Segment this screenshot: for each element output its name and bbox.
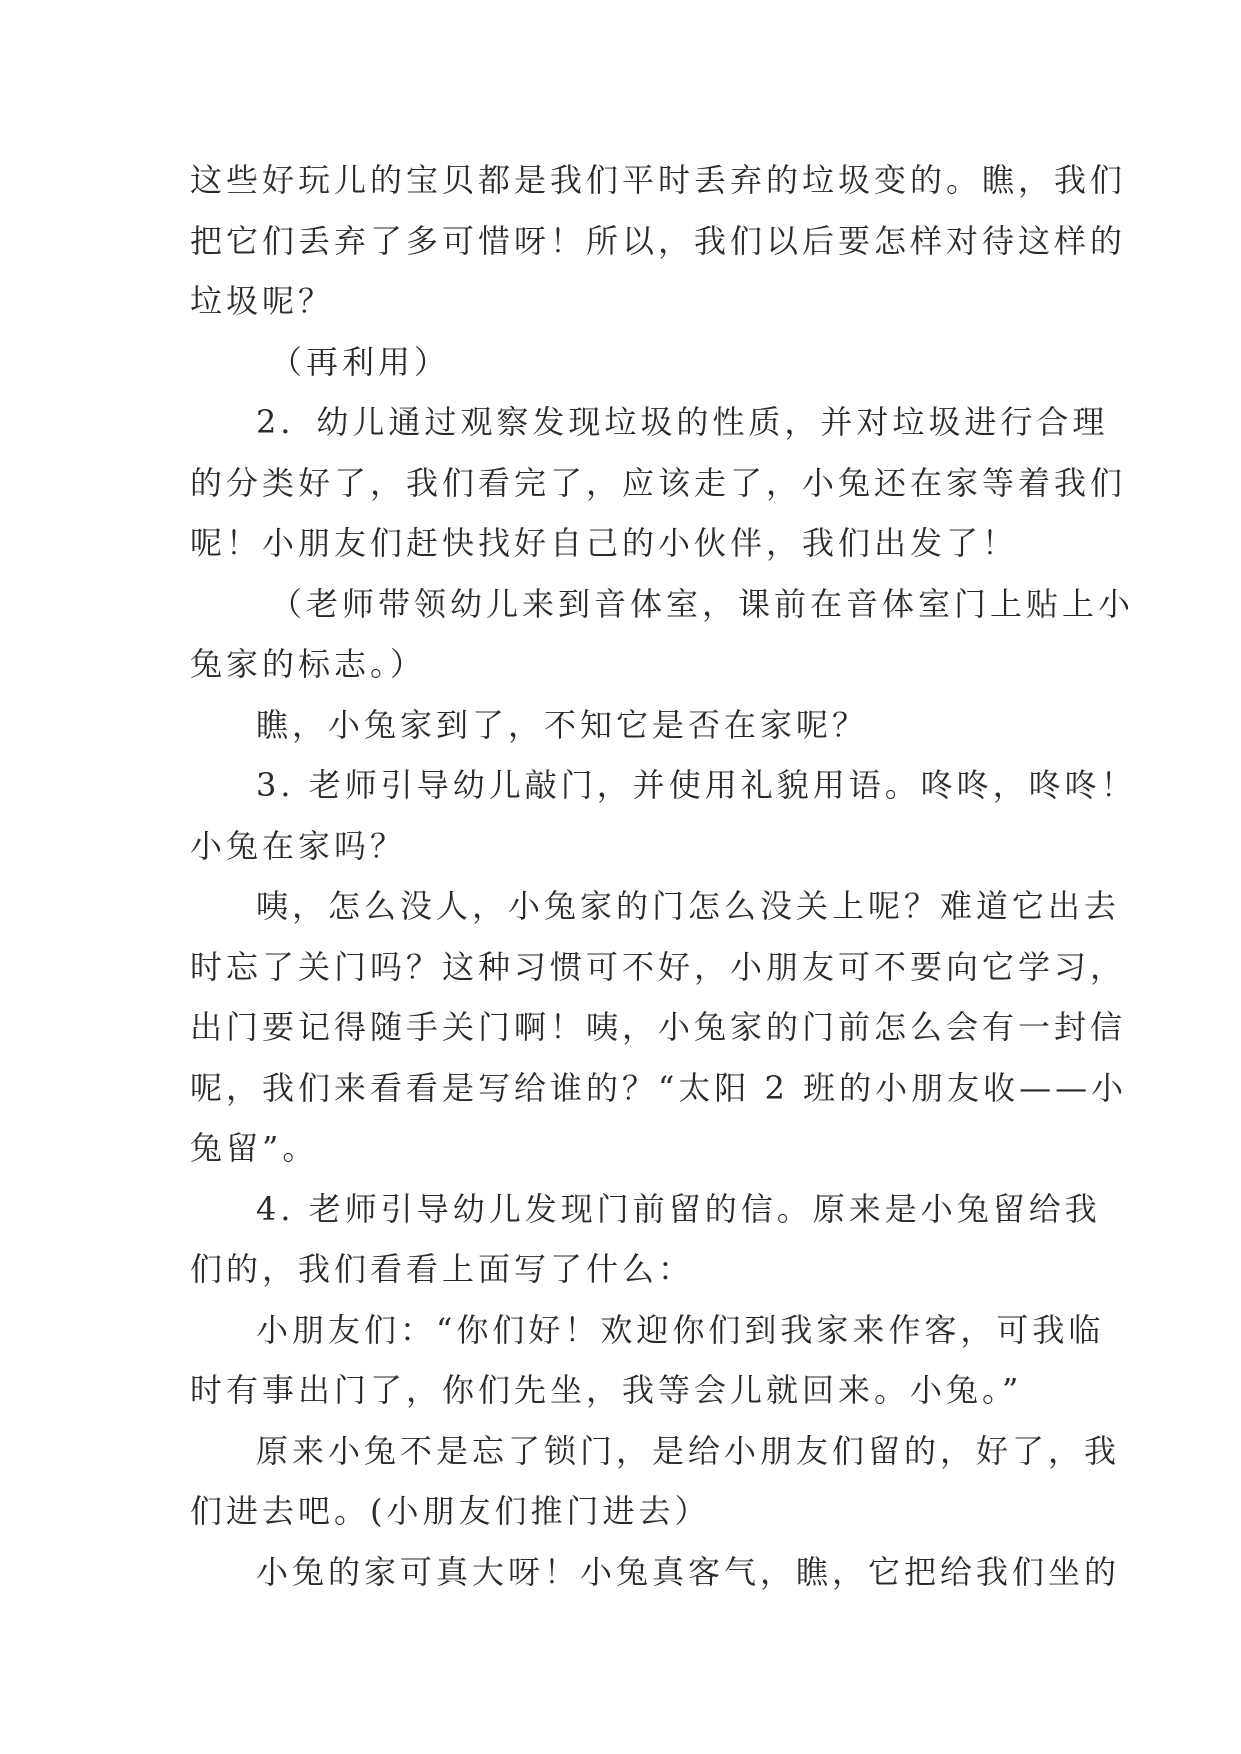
text-line: 咦，怎么没人，小兔家的门怎么没关上呢？难道它出去 [256, 887, 1121, 925]
text-line: 垃圾呢？ [190, 282, 335, 320]
text-line: 瞧，小兔家到了，不知它是否在家呢？ [256, 705, 869, 744]
text-line: 小朋友们：“你们好！欢迎你们到我家来作客，可我临 [256, 1310, 1105, 1349]
text-line: （再利用） [270, 342, 451, 381]
text-line: 时忘了关门吗？这种习惯可不好，小朋友可不要向它学习， [190, 947, 1127, 986]
text-line: 们进去吧。(小朋友们推门进去） [190, 1492, 711, 1530]
text-line: （老师带领幼儿来到音体室，课前在音体室门上贴上小 [270, 584, 1135, 623]
text-line: 兔留”。 [190, 1129, 319, 1167]
text-line: 小兔在家吗？ [190, 826, 407, 865]
text-line: 2．幼儿通过观察发现垃圾的性质，并对垃圾进行合理 [256, 403, 1109, 441]
text-line: 把它们丢弃了多可惜呀！所以，我们以后要怎样对待这样的 [190, 221, 1127, 260]
text-line: 原来小兔不是忘了锁门，是给小朋友们留的，好了，我 [256, 1431, 1121, 1470]
text-line: 出门要记得随手关门啊！咦，小兔家的门前怎么会有一封信 [190, 1008, 1127, 1046]
document-body [190, 150, 1137, 1602]
text-line: 的分类好了，我们看完了，应该走了，小兔还在家等着我们 [190, 463, 1127, 502]
text-line: 呢！小朋友们赶快找好自己的小伙伴，我们出发了！ [190, 524, 1019, 562]
text-line: 4. 老师引导幼儿发现门前留的信。原来是小兔留给我 [256, 1189, 1101, 1228]
text-line: 这些好玩儿的宝贝都是我们平时丢弃的垃圾变的。瞧，我们 [190, 161, 1127, 199]
text-line: 3. 老师引导幼儿敲门，并使用礼貌用语。咚咚，咚咚！ [256, 766, 1137, 804]
text-line: 呢，我们来看看是写给谁的？“太阳 2 班的小朋友收——小 [190, 1068, 1128, 1107]
text-line: 时有事出门了，你们先坐，我等会儿就回来。小兔。” [190, 1371, 1023, 1409]
text-line: 小兔的家可真大呀！小兔真客气，瞧，它把给我们坐的 [256, 1552, 1121, 1591]
text-line: 兔家的标志。） [190, 645, 427, 683]
text-line: 们的，我们看看上面写了什么： [190, 1250, 695, 1288]
